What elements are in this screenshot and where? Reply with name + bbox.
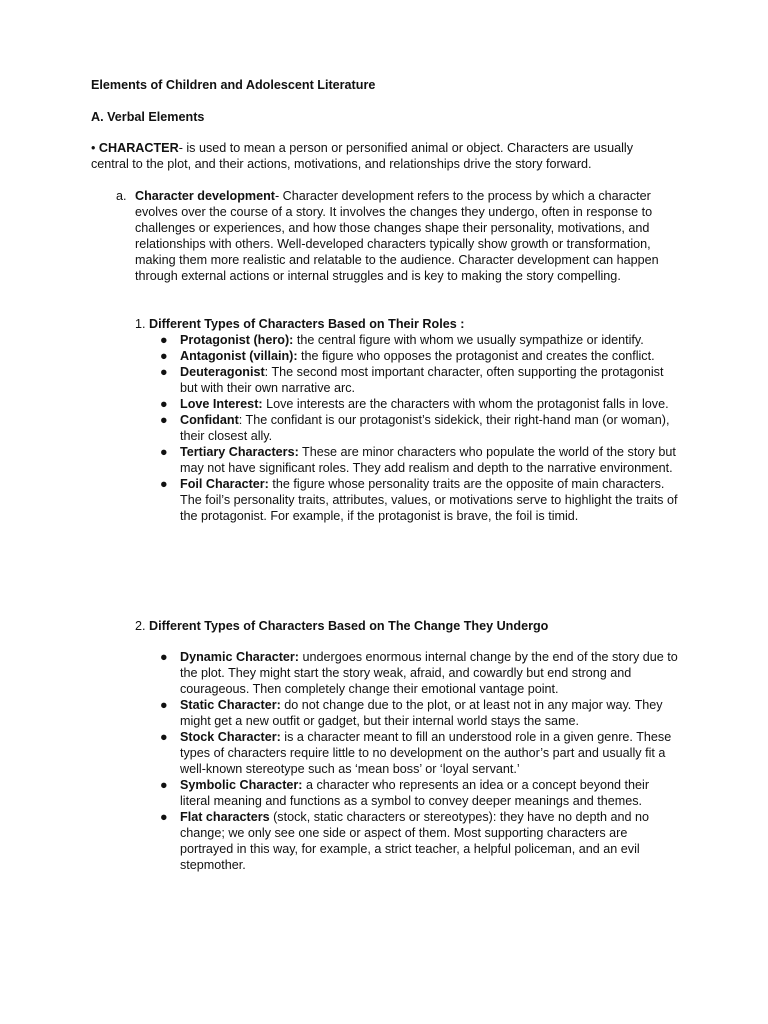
item-term: Static Character: — [180, 698, 281, 712]
item-text: These are minor characters who populate the world of the story but may not have significant roles. They add realism and depth to the narrative environment. — [180, 445, 676, 475]
item-text: : The confidant is our protagonist’s sidekick, their right-hand man (or woman), their closest ally. — [180, 413, 670, 443]
item-term: Confidant — [180, 413, 239, 427]
bullet-marker: ● — [160, 477, 168, 491]
section-heading: A. Verbal Elements — [91, 110, 205, 124]
item-term: Protagonist (hero): — [180, 333, 294, 347]
item-term: Dynamic Character: — [180, 650, 299, 664]
bullet-marker: ● — [160, 397, 168, 411]
list-item — [160, 697, 680, 729]
change-list-heading — [135, 618, 548, 634]
item-term: Stock Character: — [180, 730, 281, 744]
item-text: is a character meant to fill an understood role in a given genre. These types of characters require little to no development on the author’s part and usually fit a well-known stereotype such as ‘mean boss’ or ‘loyal servant.’ — [180, 730, 672, 776]
list-item — [160, 777, 680, 809]
item-term: Flat characters — [180, 810, 270, 824]
list-item — [160, 729, 680, 777]
item-text: a character who represents an idea or a concept beyond their literal meaning and functions as a symbol to convey deeper meanings and themes. — [180, 778, 650, 808]
bullet-marker: ● — [160, 349, 168, 363]
document-title: Elements of Children and Adolescent Literature — [91, 78, 376, 92]
character-development-text: - Character development refers to the process by which a character evolves over the course of a story. It involves the changes they undergo, often in response to challenges or experiences, and how those changes shape their personality, motivations, and relationships with others. Well-developed characters typically show growth or transformation, making them more realistic and relatable to the audience. Character development can happen through external actions or internal struggles and is key to making the story compelling. — [135, 189, 659, 283]
item-term: Love Interest: — [180, 397, 263, 411]
list-item — [160, 809, 680, 873]
character-development-term: Character development — [135, 189, 275, 203]
character-term: CHARACTER — [98, 141, 179, 155]
item-text: the figure who opposes the protagonist and creates the conflict. — [297, 349, 655, 363]
character-development-item — [116, 188, 676, 284]
item-term: Antagonist (villain): — [180, 349, 298, 363]
roles-list — [160, 332, 680, 524]
character-text: - is used to mean a person or personified animal or object. Characters are usually central to the plot, and their actions, motivations, and relationships drive the story forward. — [91, 141, 633, 171]
item-text: Love interests are the characters with whom the protagonist falls in love. — [262, 397, 669, 411]
bullet-marker: ● — [160, 445, 168, 459]
item-text: the figure whose personality traits are the opposite of main characters. The foil’s personality traits, attributes, values, or motivations serve to highlight the traits of the protagonist. For example, if the protagonist is brave, the foil is timid. — [180, 477, 678, 523]
item-text: (stock, static characters or stereotypes): they have no depth and no change; we only see one side or aspect of them. Most supporting characters are portrayed in this way, for example, a strict teacher, a helpful policeman, and an evil stepmother. — [180, 810, 650, 872]
bullet-marker: ● — [160, 698, 168, 712]
item-term: Deuteragonist — [180, 365, 265, 379]
character-paragraph — [91, 140, 671, 172]
item-text: do not change due to the plot, or at least not in any major way. They might get a new outfit or gadget, but their internal world stays the same. — [180, 698, 663, 728]
bullet-marker: ● — [160, 730, 168, 744]
item-text: the central figure with whom we usually sympathize or identify. — [293, 333, 644, 347]
item-term: Tertiary Characters: — [180, 445, 299, 459]
item-term: Foil Character: — [180, 477, 269, 491]
list-item — [160, 332, 680, 348]
item-text: undergoes enormous internal change by the end of the story due to the plot. They might start the story weak, afraid, and cowardly but end strong and courageous. Then completely change their emotional vantage point. — [180, 650, 678, 696]
bullet-marker: ● — [160, 413, 168, 427]
list-item — [160, 476, 680, 524]
bullet-marker: ● — [160, 365, 168, 379]
list-item — [160, 396, 680, 412]
item-text: : The second most important character, often supporting the protagonist but with their own narrative arc. — [180, 365, 664, 395]
change-list — [160, 649, 680, 873]
bullet-marker: ● — [160, 650, 168, 664]
list-number: 2. — [135, 619, 146, 633]
list-item — [160, 364, 680, 396]
roles-list-heading — [135, 316, 464, 332]
bullet-marker: ● — [160, 778, 168, 792]
bullet-marker: ● — [160, 333, 168, 347]
item-term: Symbolic Character: — [180, 778, 303, 792]
list-item — [160, 412, 680, 444]
list-item — [160, 348, 680, 364]
change-heading-text: Different Types of Characters Based on The Change They Undergo — [149, 619, 549, 633]
list-item — [160, 444, 680, 476]
bullet-marker: ● — [160, 810, 168, 824]
roles-heading-text: Different Types of Characters Based on Their Roles : — [149, 317, 465, 331]
list-number: 1. — [135, 317, 146, 331]
list-item — [160, 649, 680, 697]
list-marker: a. — [116, 189, 127, 203]
bullet-marker: • — [91, 141, 96, 155]
